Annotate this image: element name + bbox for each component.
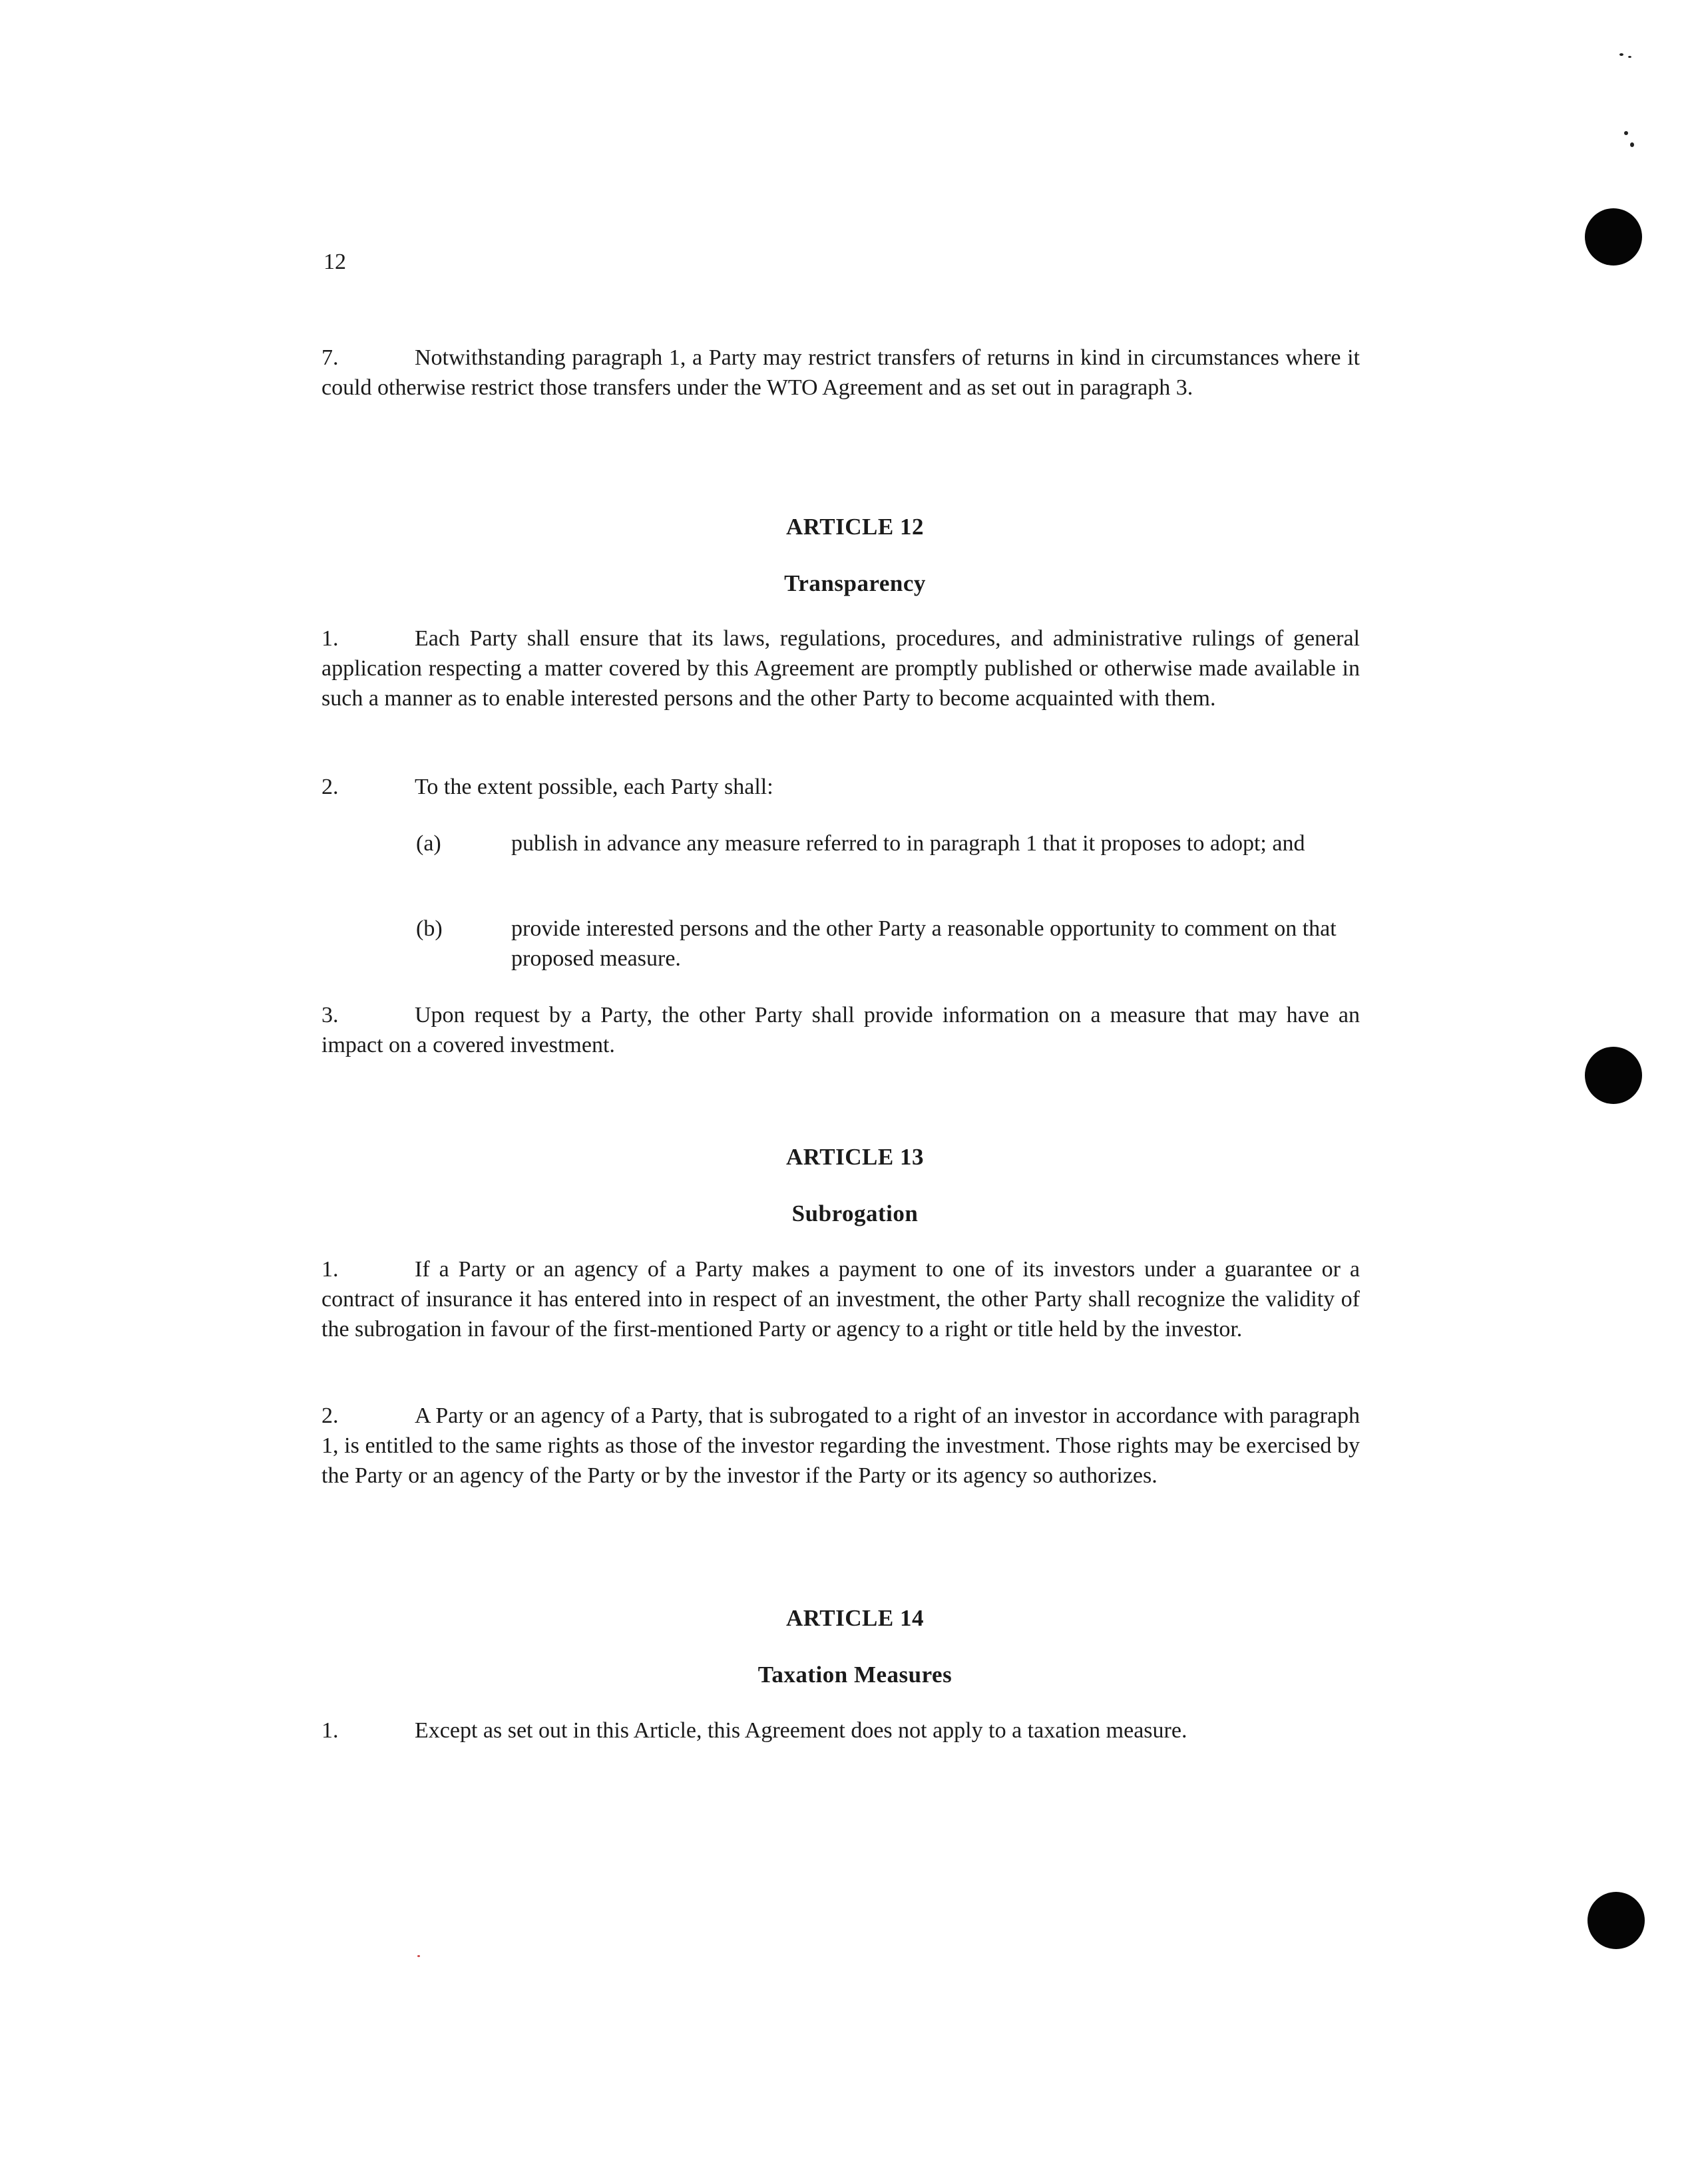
scan-speck: [1628, 56, 1631, 58]
item-text: provide interested persons and the other Party a reasonable opportunity to comment on that proposed measure.: [511, 916, 1337, 971]
article-13-paragraph-1: [321, 1254, 1360, 1344]
article-14-heading: ARTICLE 14: [785, 1605, 924, 1631]
scan-speck: [1630, 142, 1634, 147]
item-label: (a): [416, 831, 441, 856]
paragraph-text: If a Party or an agency of a Party makes a payment to one of its investors under a guarantee or a contract of insurance it has entered into in respect of an investment, the other Party shall recognize the validity of the subrogation in favour of the first-mentioned Party or agency to a right or title held by the investor.: [321, 1257, 1360, 1342]
paragraph-text: A Party or an agency of a Party, that is subrogated to a right of an investor in accordance with paragraph 1, is entitled to the same rights as those of the investor regarding the investment. Those rights may be exercised by the Party or an agency of the Party or by the investor if the Party or its agency so authorizes.: [321, 1403, 1360, 1488]
paragraph-number: 1.: [321, 1257, 339, 1282]
article-14-title: Taxation Measures: [757, 1662, 952, 1688]
article-12-paragraph-2: [321, 772, 1360, 802]
article-12-heading: ARTICLE 12: [785, 514, 924, 540]
article-12-paragraph-3: [321, 1000, 1360, 1060]
paragraph-number: 1.: [321, 626, 339, 651]
scan-speck: [1619, 53, 1623, 56]
punch-hole-bottom: [1587, 1892, 1645, 1949]
paragraph-number: 7.: [321, 345, 339, 370]
scan-speck: [1624, 131, 1628, 135]
article-14-paragraph-1: [321, 1716, 1360, 1745]
punch-hole-top: [1585, 208, 1642, 266]
paragraph-text: Notwithstanding paragraph 1, a Party may restrict transfers of returns in kind in circumstances where it could otherwise restrict those transfers under the WTO Agreement and as set out in paragraph 3.: [321, 345, 1360, 400]
scan-speck: [417, 1955, 420, 1957]
paragraph-text: Upon request by a Party, the other Party shall provide information on a measure that may have an impact on a covered investment.: [321, 1003, 1360, 1057]
article-12-item-b: [416, 914, 1361, 974]
article-12-item-a: [416, 828, 1361, 858]
paragraph-number: 2.: [321, 1403, 339, 1428]
item-label: (b): [416, 916, 443, 941]
paragraph-7: [321, 343, 1360, 403]
paragraph-number: 1.: [321, 1718, 339, 1743]
paragraph-number: 2.: [321, 775, 339, 799]
item-text: publish in advance any measure referred to in paragraph 1 that it proposes to adopt; and: [511, 831, 1305, 856]
punch-hole-middle: [1585, 1047, 1642, 1104]
paragraph-text: Each Party shall ensure that its laws, regulations, procedures, and administrative rulings of general application respecting a matter covered by this Agreement are promptly published or otherwise made available in such a manner as to enable interested persons and the other Party to become acquainted with them.: [321, 626, 1360, 711]
article-12-title: Transparency: [784, 570, 926, 596]
article-13-paragraph-2: [321, 1401, 1360, 1491]
paragraph-text: To the extent possible, each Party shall:: [415, 775, 773, 799]
paragraph-text: Except as set out in this Article, this Agreement does not apply to a taxation measure.: [415, 1718, 1187, 1743]
article-12-paragraph-1: [321, 624, 1360, 713]
page-number: 12: [323, 250, 346, 274]
paragraph-number: 3.: [321, 1003, 339, 1027]
article-13-heading: ARTICLE 13: [785, 1144, 924, 1170]
article-13-title: Subrogation: [791, 1200, 919, 1226]
